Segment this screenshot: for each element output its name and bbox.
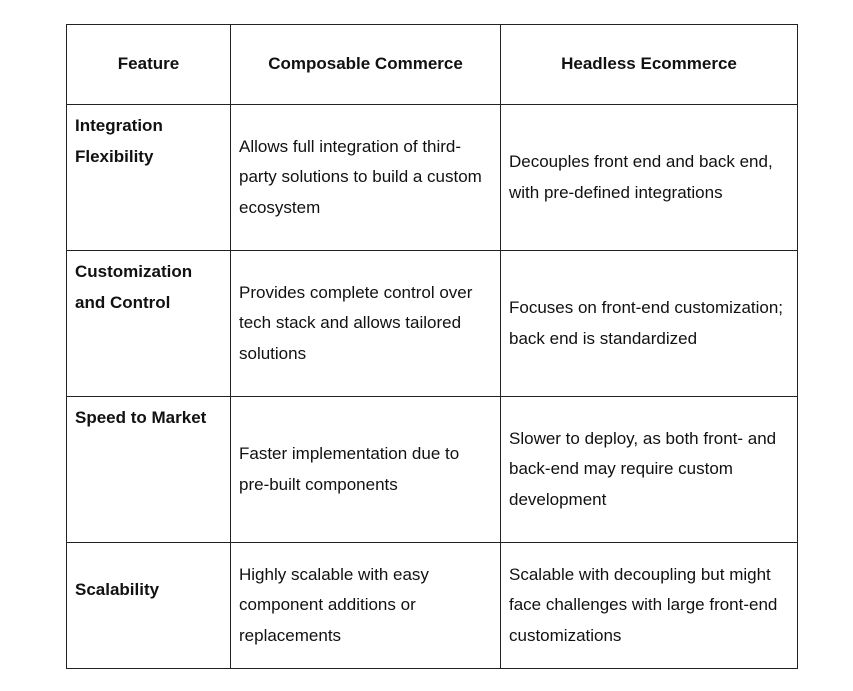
composable-cell: Highly scalable with easy component additions or replacements [231,543,501,669]
header-row [67,25,798,105]
headless-cell: Decouples front end and back end, with pre-defined integrations [501,105,798,251]
table-row [67,105,798,251]
headless-cell: Scalable with decoupling but might face challenges with large front-end customizations [501,543,798,669]
table-row [67,543,798,669]
header-feature: Feature [67,25,231,105]
headless-cell: Slower to deploy, as both front- and back-end may require custom development [501,397,798,543]
feature-cell: Customization and Control [67,251,231,397]
composable-cell: Allows full integration of third-party solutions to build a custom ecosystem [231,105,501,251]
feature-cell: Speed to Market [67,397,231,543]
composable-cell: Faster implementation due to pre-built components [231,397,501,543]
header-headless-ecommerce: Headless Ecommerce [501,25,798,105]
composable-cell: Provides complete control over tech stack and allows tailored solutions [231,251,501,397]
table-row [67,251,798,397]
header-composable-commerce: Composable Commerce [231,25,501,105]
comparison-table [66,24,798,669]
feature-cell: Integration Flexibility [67,105,231,251]
feature-cell: Scalability [67,543,231,669]
table-row [67,397,798,543]
headless-cell: Focuses on front-end customization; back end is standardized [501,251,798,397]
